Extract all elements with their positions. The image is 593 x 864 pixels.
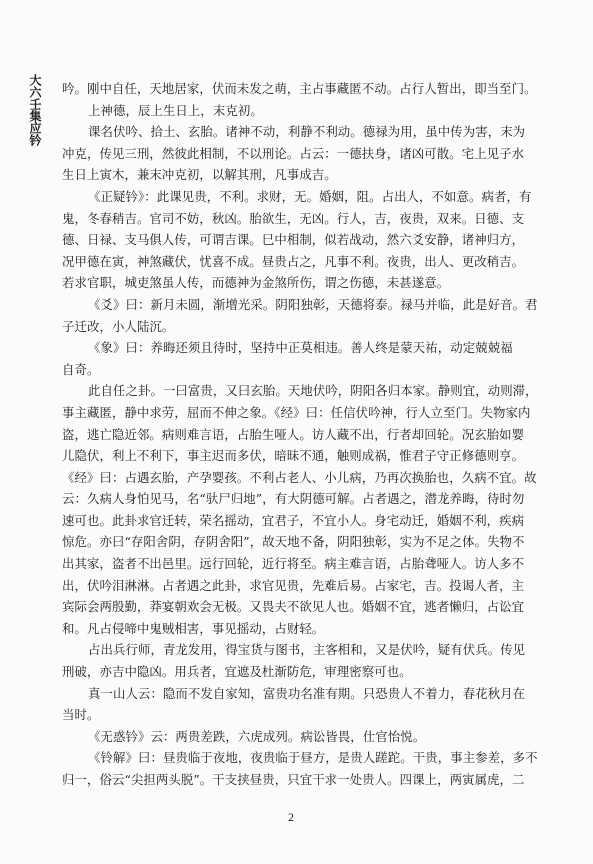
- text-line: 课名伏吟、拾土、玄胎。诸神不动，利静不利动。德禄为用，虽中传为害，末为: [88, 124, 526, 140]
- text-line: 事主藏匿，静中求劳，屈而不伸之象。《经》曰：任信伏吟神，行人立至门。失物家内: [62, 404, 531, 420]
- text-line: 若求官职，城吏煞虽人传，而德神为金煞所伤，谓之伤德，未甚遂意。: [62, 275, 450, 291]
- text-line: 此自任之卦。一曰富贵，又曰玄胎。天地伏吟，阴阳各归本家。静则宜，动则滞，: [88, 383, 538, 399]
- text-line: 《经》曰：占遇玄胎，产孕婴孩。不利占老人、小儿病，乃再次换胎也，久病不宜。故: [62, 469, 537, 485]
- book-title: 大六壬集应钤: [28, 74, 42, 146]
- text-line: 鬼，冬春稍吉。官司不妨，秋凶。胎欲生，无凶。行人，吉，夜贵，双来。日德、支: [62, 210, 525, 226]
- text-line: 当时。: [62, 707, 100, 723]
- text-line: 自奇。: [62, 361, 100, 377]
- text-line: 云：久病人身怕见马，名“驮尸归地”，有大阴德可解。占者遇之，潜龙养晦，待时勿: [62, 491, 525, 507]
- text-line: 《铃解》曰：昼贵临于夜地，夜贵临于昼方，是贵人蹉跎。干贵，事主参差，多不: [88, 750, 538, 766]
- text-line: 子迁改，小人陆沉。: [62, 318, 175, 334]
- text-line: 冲克，传见三刑，然彼此相制，不以刑论。占云：一德扶身，诸凶可散。宅上见子水: [62, 145, 525, 161]
- text-line: 《正疑钤》：此课见贵，不利。求财，无。婚姻，阻。占出人，不如意。病者，有: [88, 188, 532, 204]
- text-line: 《象》曰：养晦还须且待时，坚持中正莫相违。善人终是蒙天祐，动定兢兢福: [88, 340, 513, 356]
- text-line: 速可也。此卦求官迁转，荣名摇动，宜君子，不宜小人。身宅动迁，婚姻不利，疾病: [62, 512, 525, 528]
- text-line: 和。凡占侵啼中鬼贼相害，事见摇动，占财轻。: [62, 620, 325, 636]
- text-line: 上神德，辰上生日上，末克初。: [88, 102, 263, 118]
- text-line: 生日上寅木，兼末冲克初，以解其刑，凡事成吉。: [62, 167, 337, 183]
- text-line: 出其家，盗者不出邑里。远行回轮，近行将至。病主难言语，占胎聋哑人。访人多不: [62, 556, 525, 572]
- page-number: 2: [288, 810, 294, 824]
- text-line: 《爻》曰：新月未圆，渐增光采。阴阳独彰，天德将泰。禄马并临，此是好音。君: [88, 296, 538, 312]
- text-line: 惊危。亦曰“存阳舍阴，存阴舍阳”，故天地不备，阴阳独彰，实为不足之体。失物不: [62, 534, 525, 550]
- text-line: 德、日禄、支马俱人传，可谓吉课。巳中相制，似若战动，然六爻安静，诸神归方，: [62, 232, 525, 248]
- text-line: 吟。刚中自任，天地居家，伏而未发之萌，主占事藏匿不动。占行人暂出，即当至门。: [62, 81, 537, 96]
- text-line: 占出兵行师，青龙发用，得宝货与图书，主客相和，又是伏吟，疑有伏兵。传见: [88, 642, 526, 658]
- text-line: 出，伏吟泪淋淋。占者遇之此卦，求官见贵，先难后易。占家宅，吉。投谒人者，主: [62, 577, 525, 593]
- text-line: 《无惑钤》云：两贵差跌，六虎成列。病讼皆畏，仕官怡悦。: [88, 728, 426, 744]
- text-line: 刑破，亦吉中隐凶。用兵者，宜遮及杜渐防危，审理密察可也。: [62, 664, 412, 680]
- text-line: 真一山人云：隐而不发自家知，富贵功名准有期。只恐贵人不着力，春花秋月在: [88, 685, 526, 701]
- text-line: 儿隐伏，利上不利下，事主迟而多伏，暗昧不通，触则成祸，惟君子守正修德则亨。: [62, 448, 525, 464]
- text-line: 况甲德在寅，神煞藏伏，忧喜不成。昼贵占之，凡事不利。夜贵，出人、更改稍吉。: [62, 253, 525, 269]
- text-line: 归一，俗云“尖担两头脱”。干支挟昼贵，只宜干求一处贵人。四课上，两寅属虎，二: [62, 772, 525, 787]
- text-line: 盗，逃亡隐近邻。病则难言语，占胎生哑人。访人藏不出，行者却回轮。况玄胎如婴: [62, 426, 525, 442]
- page-body: [62, 78, 562, 791]
- text-line: 宾际会两殷勤，莽宴朝欢会无极。又畏夫不欲见人也。婚姻不宜，逃者懒归，占讼宜: [62, 599, 525, 615]
